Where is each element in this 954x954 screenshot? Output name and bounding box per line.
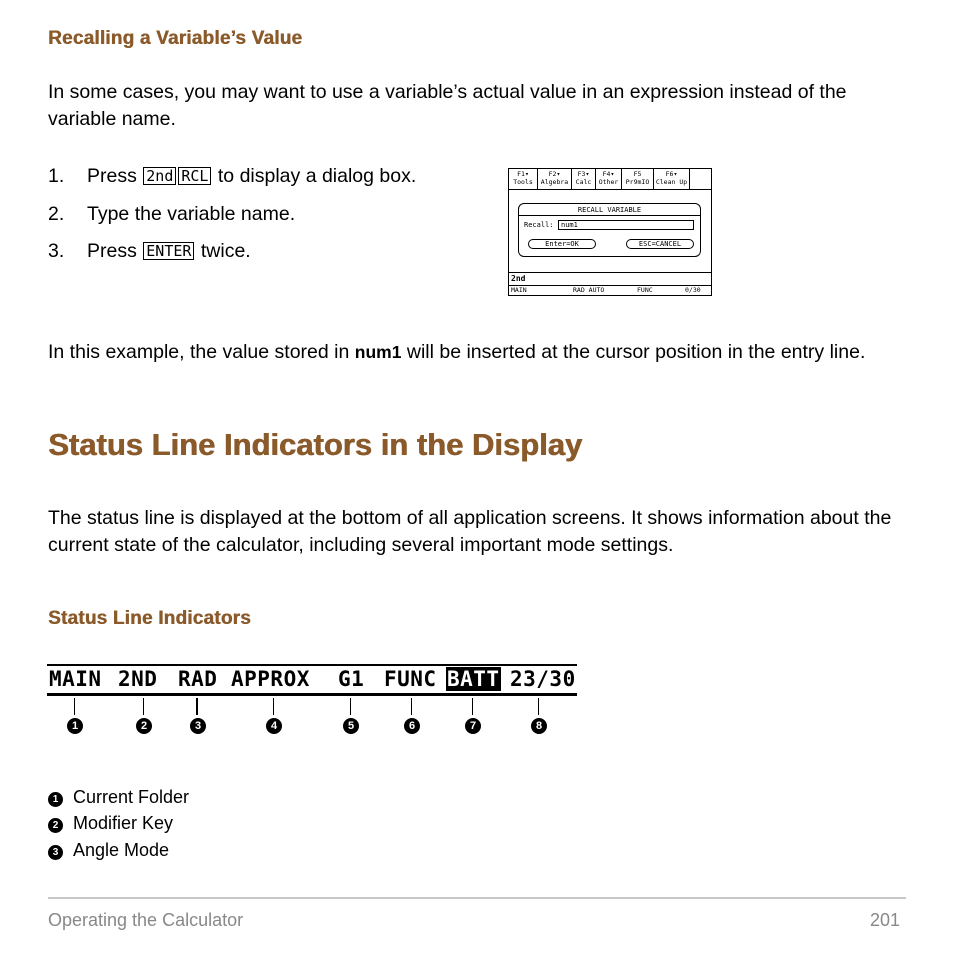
status-bar-bottom-rule	[47, 693, 577, 696]
step-number: 2.	[48, 203, 65, 225]
footer-rule	[48, 897, 906, 899]
callout-1: 1	[67, 718, 83, 734]
esc-cancel-button: ESC=CANCEL	[626, 239, 694, 249]
status-count: 0/30	[685, 286, 701, 294]
calculator-screen	[508, 168, 712, 296]
footer-title: Operating the Calculator	[48, 910, 244, 930]
indicator-graph-mode: FUNC	[384, 667, 437, 691]
callout-3: 3	[190, 718, 206, 734]
legend-item-3	[48, 839, 169, 861]
callout-tick-3	[196, 698, 198, 715]
step-2	[48, 202, 295, 226]
step-3	[48, 239, 251, 263]
callout-tick-4	[273, 698, 274, 715]
callout-tick-7	[472, 698, 473, 715]
example-text-post: will be inserted at the cursor position in the entry line.	[406, 341, 866, 363]
step-text: to display a dialog box.	[217, 165, 417, 187]
entry-line-text: 2nd	[511, 274, 526, 283]
callout-tick-8	[538, 698, 539, 715]
legend-label: Angle Mode	[73, 840, 170, 860]
indicator-angle: RAD	[178, 667, 218, 691]
toolbar-tab-f1: F1▾ Tools	[509, 169, 538, 189]
section-heading-status: Status Line Indicators in the Display	[48, 427, 582, 462]
status-bar-top-rule	[47, 664, 577, 666]
callout-tick-6	[411, 698, 412, 715]
legend-callout: 1	[48, 792, 63, 807]
entry-line-divider	[509, 272, 711, 273]
callout-7: 7	[465, 718, 481, 734]
toolbar-tab-f2: F2▾ Algebra	[538, 169, 572, 189]
status-graph: FUNC	[637, 286, 653, 294]
legend-item-2	[48, 812, 173, 834]
legend-callout: 3	[48, 845, 63, 860]
callout-2: 2	[136, 718, 152, 734]
step-1	[48, 164, 416, 188]
toolbar-tab-f4: F4▾ Other	[596, 169, 622, 189]
legend-label: Current Folder	[73, 787, 190, 807]
callout-4: 4	[266, 718, 282, 734]
key-enter: ENTER	[143, 242, 194, 260]
dialog-title: RECALL VARIABLE	[577, 206, 642, 214]
key-2nd: 2nd	[143, 167, 176, 185]
step-number: 1.	[48, 165, 65, 187]
example-variable: num1	[354, 342, 402, 362]
step-text: Press	[87, 165, 137, 187]
callout-5: 5	[343, 718, 359, 734]
step-text: Press	[87, 240, 137, 262]
callout-6: 6	[404, 718, 420, 734]
status-line-divider	[509, 285, 711, 286]
page-number: 201	[870, 910, 901, 930]
dialog-divider	[519, 215, 700, 216]
callout-tick-1	[74, 698, 75, 715]
step-number: 3.	[48, 240, 65, 262]
enter-ok-button: Enter=OK	[528, 239, 596, 249]
section-heading-recall: Recalling a Variable’s Value	[48, 28, 303, 49]
recall-input: num1	[558, 220, 694, 230]
indicator-approx: APPROX	[231, 667, 310, 691]
recall-label: Recall:	[524, 221, 554, 229]
indicator-history: 23/30	[510, 667, 576, 691]
recall-dialog	[518, 203, 701, 257]
legend-callout: 2	[48, 818, 63, 833]
callout-8: 8	[531, 718, 547, 734]
status-mode: RAD AUTO	[573, 286, 605, 294]
toolbar-tab-f6: F6▾ Clean Up	[654, 169, 690, 189]
example-paragraph	[48, 339, 908, 366]
example-text-pre: In this example, the value stored in	[48, 341, 350, 363]
callout-tick-2	[143, 698, 144, 715]
indicator-folder: MAIN	[49, 667, 102, 691]
legend-label: Modifier Key	[73, 813, 174, 833]
toolbar-divider	[509, 189, 711, 190]
status-bar-illustration	[47, 664, 577, 698]
toolbar-tab-f3: F3▾ Calc	[572, 169, 596, 189]
step-text: Type the variable name.	[87, 203, 296, 225]
indicator-battery: BATT	[447, 667, 500, 691]
intro-paragraph: In some cases, you may want to use a variable’s actual value in an expression instead of the variable name.	[48, 81, 847, 130]
status-folder: MAIN	[511, 286, 527, 294]
section-heading-indicators: Status Line Indicators	[48, 608, 251, 629]
step-text: twice.	[200, 240, 251, 262]
callout-tick-5	[350, 698, 351, 715]
indicator-modifier: 2ND	[118, 667, 158, 691]
indicator-graph-number: G1	[338, 667, 365, 691]
legend-item-1	[48, 786, 189, 808]
status-intro-paragraph: The status line is displayed at the bottom of all application screens. It shows information about the current state of the calculator, including several important mode settings.	[48, 507, 892, 556]
toolbar-tab-f5: F5 Pr9mIO	[622, 169, 654, 189]
key-rcl: RCL	[178, 167, 211, 185]
